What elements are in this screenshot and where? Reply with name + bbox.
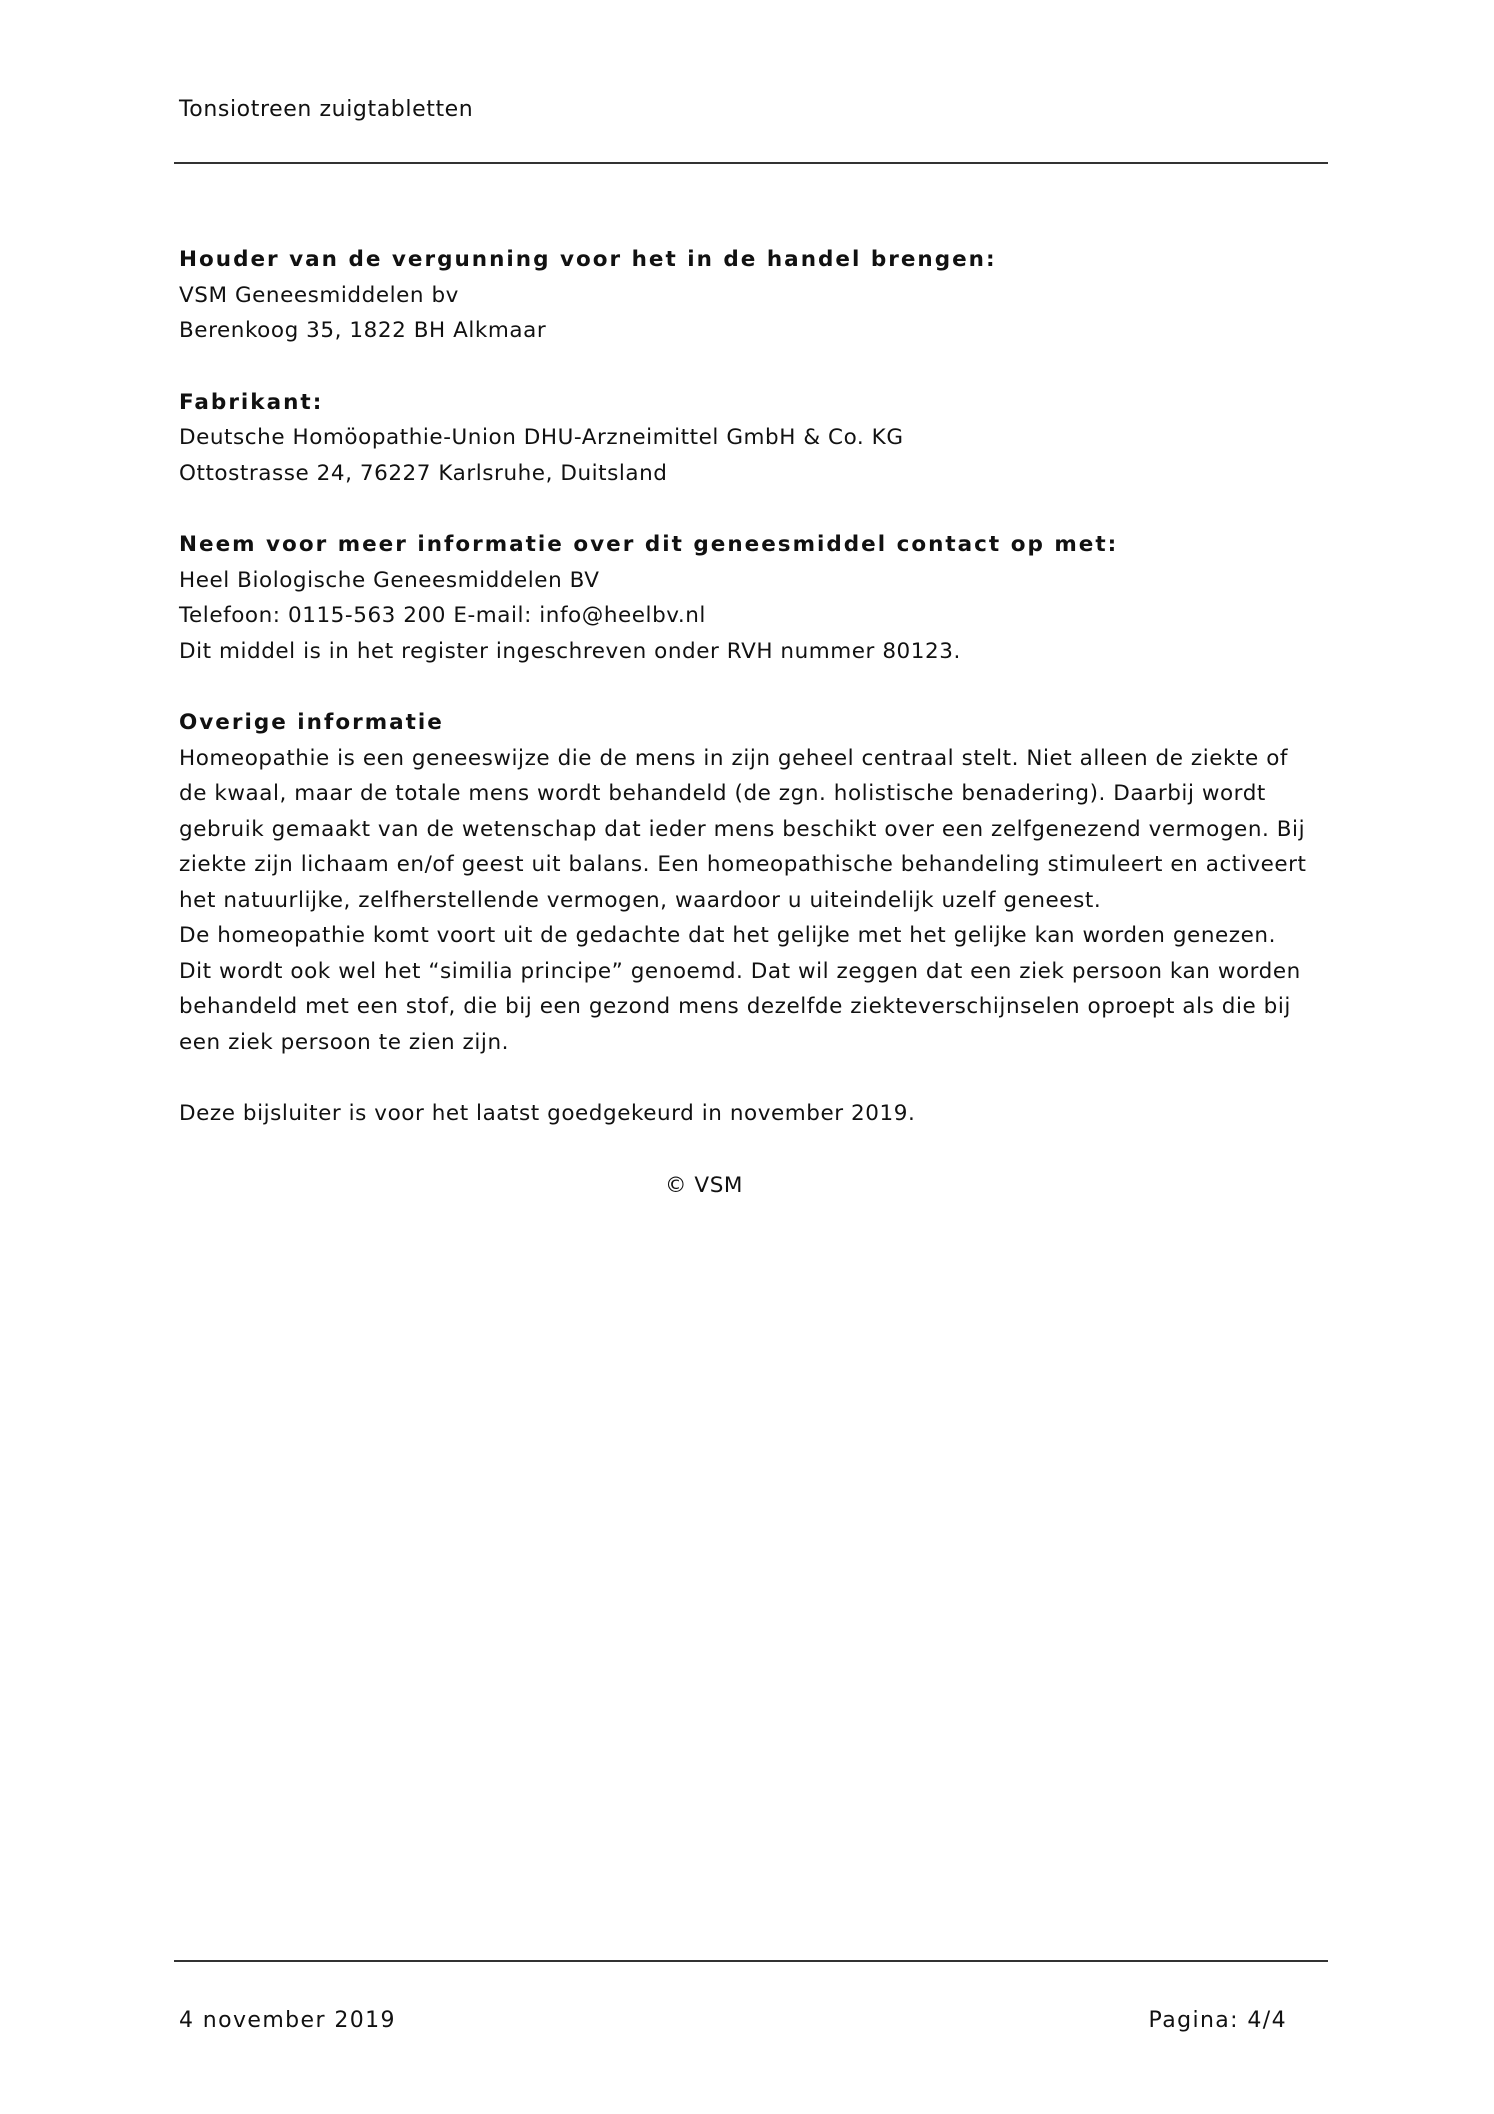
paragraph-line: ziekte zijn lichaam en/of geest uit balans. Een homeopathische behandeling stimuleert en activeert (179, 852, 1307, 877)
paragraph-line: behandeld met een stof, die bij een gezond mens dezelfde ziekteverschijnselen oproept als die bij (179, 994, 1291, 1019)
approval-text: Deze bijsluiter is voor het laatst goedgekeurd in november 2019. (179, 1101, 916, 1126)
manufacturer-address: Ottostrasse 24, 76227 Karlsruhe, Duitsland (179, 460, 668, 486)
copyright-notice: © VSM (665, 1172, 743, 1198)
section-heading: Overige informatie (179, 710, 444, 735)
paragraph-line: Homeopathie is een geneeswijze die de mens in zijn geheel centraal stelt. Niet alleen de ziekte of (179, 745, 1289, 771)
section-heading: Neem voor meer informatie over dit geneesmiddel contact op met: (179, 532, 1119, 557)
paragraph-line: de kwaal, maar de totale mens wordt behandeld (de zgn. holistische benadering). Daarbij wordt (179, 781, 1266, 806)
footer-rule (174, 1960, 1328, 1962)
page-number: Pagina: 4/4 (1148, 2008, 1287, 2033)
section-other-information (179, 705, 1329, 1060)
paragraph-line: De homeopathie komt voort uit de gedachte dat het gelijke met het gelijke kan worden genezen. (179, 923, 1276, 948)
holder-address: Berenkoog 35, 1822 BH Alkmaar (179, 318, 547, 343)
section-heading: Houder van de vergunning voor het in de handel brengen: (179, 247, 997, 272)
section-marketing-authorisation-holder (179, 242, 1329, 349)
footer-date: 4 november 2019 (179, 2008, 396, 2033)
contact-company: Heel Biologische Geneesmiddelen BV (179, 567, 600, 593)
paragraph-line: het natuurlijke, zelfherstellende vermogen, waardoor u uiteindelijk uzelf geneest. (179, 887, 1102, 913)
manufacturer-name: Deutsche Homöopathie-Union DHU-Arzneimittel GmbH & Co. KG (179, 425, 904, 450)
running-header: Tonsiotreen zuigtabletten (179, 97, 474, 122)
paragraph-line: een ziek persoon te zien zijn. (179, 1029, 510, 1055)
contact-phone-email: Telefoon: 0115-563 200 E-mail: info@heelbv.nl (179, 603, 706, 628)
paragraph-line: Dit wordt ook wel het “similia principe” genoemd. Dat wil zeggen dat een ziek persoon kan worden (179, 958, 1301, 984)
approval-note (179, 1096, 1329, 1132)
section-heading: Fabrikant: (179, 389, 324, 415)
header-rule (174, 162, 1328, 164)
paragraph-line: gebruik gemaakt van de wetenschap dat ieder mens beschikt over een zelfgenezend vermogen. Bij (179, 816, 1306, 842)
section-contact (179, 527, 1329, 669)
document-body (179, 242, 1329, 1203)
holder-name: VSM Geneesmiddelen bv (179, 282, 459, 308)
section-manufacturer (179, 385, 1329, 492)
registration-number: Dit middel is in het register ingeschreven onder RVH nummer 80123. (179, 638, 961, 664)
